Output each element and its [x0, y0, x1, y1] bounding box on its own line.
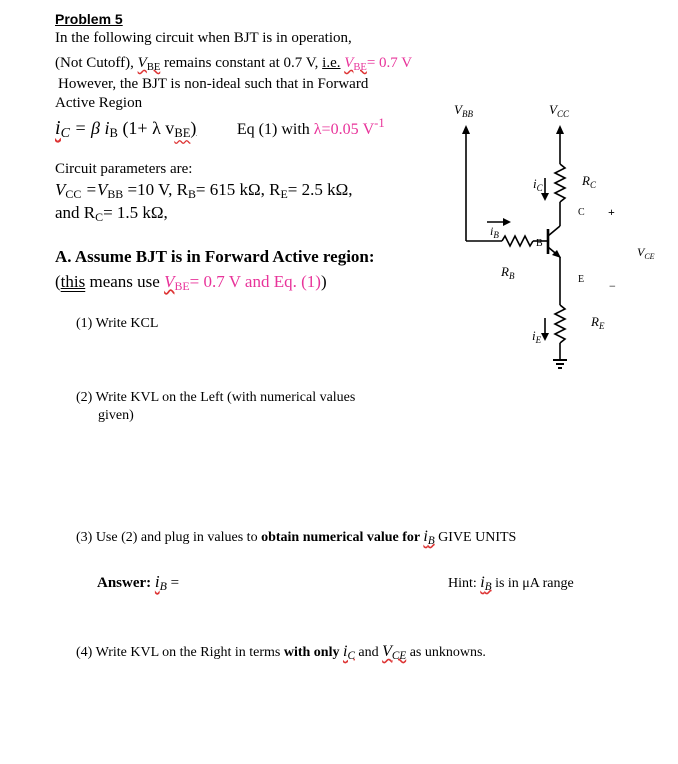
ie-arrowhead: [541, 333, 549, 341]
ic-label: $i_C$: [533, 176, 543, 193]
vcc-arrowhead: [556, 125, 564, 134]
vbb-arrowhead: [462, 125, 470, 134]
step-2-line-1: (2) Write KVL on the Left (with numerical values: [76, 390, 356, 405]
step-4: (4) Write KVL on the Right in terms with only $i_C$ and $V_{CE}$ as unknowns.: [76, 643, 486, 662]
part-a-note: (this means use $V_{BE}= 0.7$ V and Eq. (1)): [55, 272, 327, 293]
rc-label: $R_C$: [582, 173, 596, 190]
problem-title: Problem 5: [55, 11, 123, 27]
emitter-node-label: E: [578, 274, 585, 285]
step-2-line-2: given): [98, 408, 134, 423]
ib-label: $i_B$: [490, 224, 499, 240]
rb-resistor: [502, 236, 533, 246]
rb-label: $R_B$: [501, 264, 515, 281]
step-1: (1) Write KCL: [76, 316, 159, 331]
vce-plus-sign: +: [608, 205, 615, 219]
vce-minus-sign: −: [609, 279, 616, 293]
intro-line-3: However, the BJT is non-ideal such that in Forward: [58, 76, 369, 92]
vbb-label: $V_{BB}$: [454, 102, 473, 119]
part-a-heading: A. Assume BJT is in Forward Active region:: [55, 247, 375, 266]
answer-label: Answer: $i_B$ =: [97, 572, 180, 593]
params-heading: Circuit parameters are:: [55, 161, 193, 177]
intro-line-2: (Not Cutoff), $V_{BE}$ remains constant at 0.7 V, i.e. $V_{BE}= 0.7$ V: [55, 55, 413, 73]
intro-line-1: In the following circuit when BJT is in operation,: [55, 30, 352, 46]
rc-resistor: [555, 164, 565, 202]
vce-label: $V_{CE}$: [637, 245, 655, 261]
step-3: (3) Use (2) and plug in values to obtain numerical value for $i_B$ GIVE UNITS: [76, 528, 517, 547]
vcc-label: $V_{CC}$: [549, 102, 569, 119]
equation-1: $i_C = \beta$ $i_B$ (1+ λ $v_{BE}$) Eq (1) with λ=0.05 $V^{-1}$: [55, 116, 385, 141]
params-line-2: and $R_C= 1.5$ kΩ,: [55, 203, 168, 224]
ib-arrowhead: [503, 218, 511, 226]
re-label: $R_E$: [591, 314, 605, 331]
intro-line-4: Active Region: [55, 95, 143, 111]
base-node-label: B: [536, 238, 543, 249]
params-line-1: $V_{CC} =V_{BB} =10$ V, $R_B= 615$ kΩ, $R_E= 2.5$ kΩ,: [55, 180, 353, 201]
re-resistor: [555, 305, 565, 343]
ic-arrowhead: [541, 193, 549, 201]
hint: Hint: $i_B$ is in μA range: [448, 574, 574, 593]
ie-label: $i_E$: [532, 328, 542, 345]
transistor-collector-lead: [548, 226, 560, 236]
collector-node-label: C: [578, 207, 585, 218]
